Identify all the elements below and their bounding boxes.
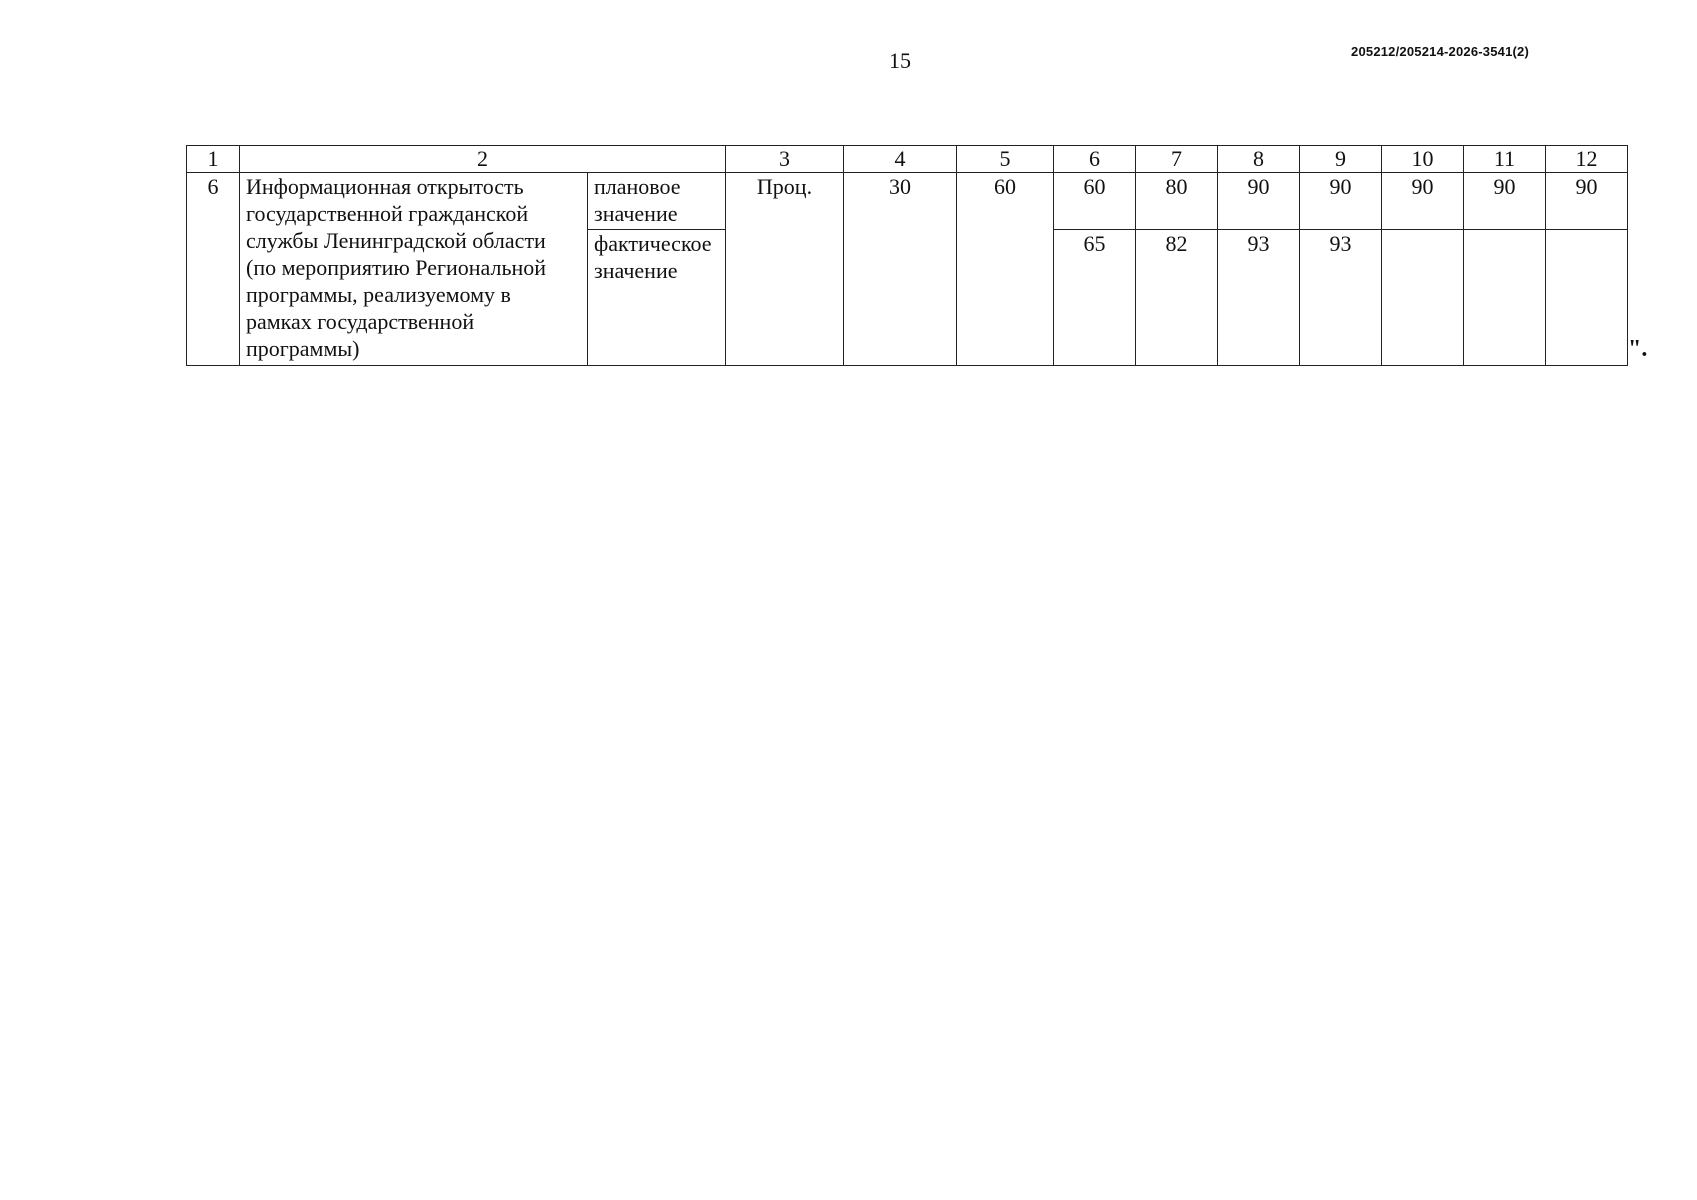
indicator-name: Информационная открытость государственной гражданской службы Ленинградской области (по мероприятию Региональной программы, реализуемому в рамках государственной программы)	[240, 173, 588, 366]
unit-cell: Проц.	[726, 173, 844, 366]
header-cell: 6	[1054, 146, 1136, 173]
header-cell: 3	[726, 146, 844, 173]
value-col-5: 60	[957, 173, 1054, 366]
row-index: 6	[187, 173, 240, 366]
fact-label: фактическое значение	[588, 230, 726, 366]
header-cell: 8	[1218, 146, 1300, 173]
plan-label: плановое значение	[588, 173, 726, 230]
header-cell: 2	[240, 146, 726, 173]
fact-value-9: 93	[1300, 230, 1382, 366]
header-cell: 4	[844, 146, 957, 173]
plan-value-9: 90	[1300, 173, 1382, 230]
header-cell: 7	[1136, 146, 1218, 173]
header-cell: 12	[1546, 146, 1628, 173]
header-cell: 1	[187, 146, 240, 173]
page-number: 15	[889, 48, 911, 73]
fact-value-11	[1464, 230, 1546, 366]
document-id: 205212/205214-2026-3541(2)	[1351, 44, 1529, 59]
header-cell: 11	[1464, 146, 1546, 173]
header-row	[187, 146, 1628, 173]
value-col-4: 30	[844, 173, 957, 366]
fact-value-10	[1382, 230, 1464, 366]
plan-value-8: 90	[1218, 173, 1300, 230]
plan-value-6: 60	[1054, 173, 1136, 230]
table-row-plan	[187, 173, 1628, 230]
header-cell: 9	[1300, 146, 1382, 173]
header-cell: 10	[1382, 146, 1464, 173]
fact-value-12	[1546, 230, 1628, 366]
closing-quote-mark: ".	[1628, 336, 1648, 362]
fact-value-6: 65	[1054, 230, 1136, 366]
plan-value-7: 80	[1136, 173, 1218, 230]
header-cell: 5	[957, 146, 1054, 173]
fact-value-7: 82	[1136, 230, 1218, 366]
fact-value-8: 93	[1218, 230, 1300, 366]
plan-value-10: 90	[1382, 173, 1464, 230]
plan-value-12: 90	[1546, 173, 1628, 230]
indicator-table	[186, 145, 1628, 366]
plan-value-11: 90	[1464, 173, 1546, 230]
